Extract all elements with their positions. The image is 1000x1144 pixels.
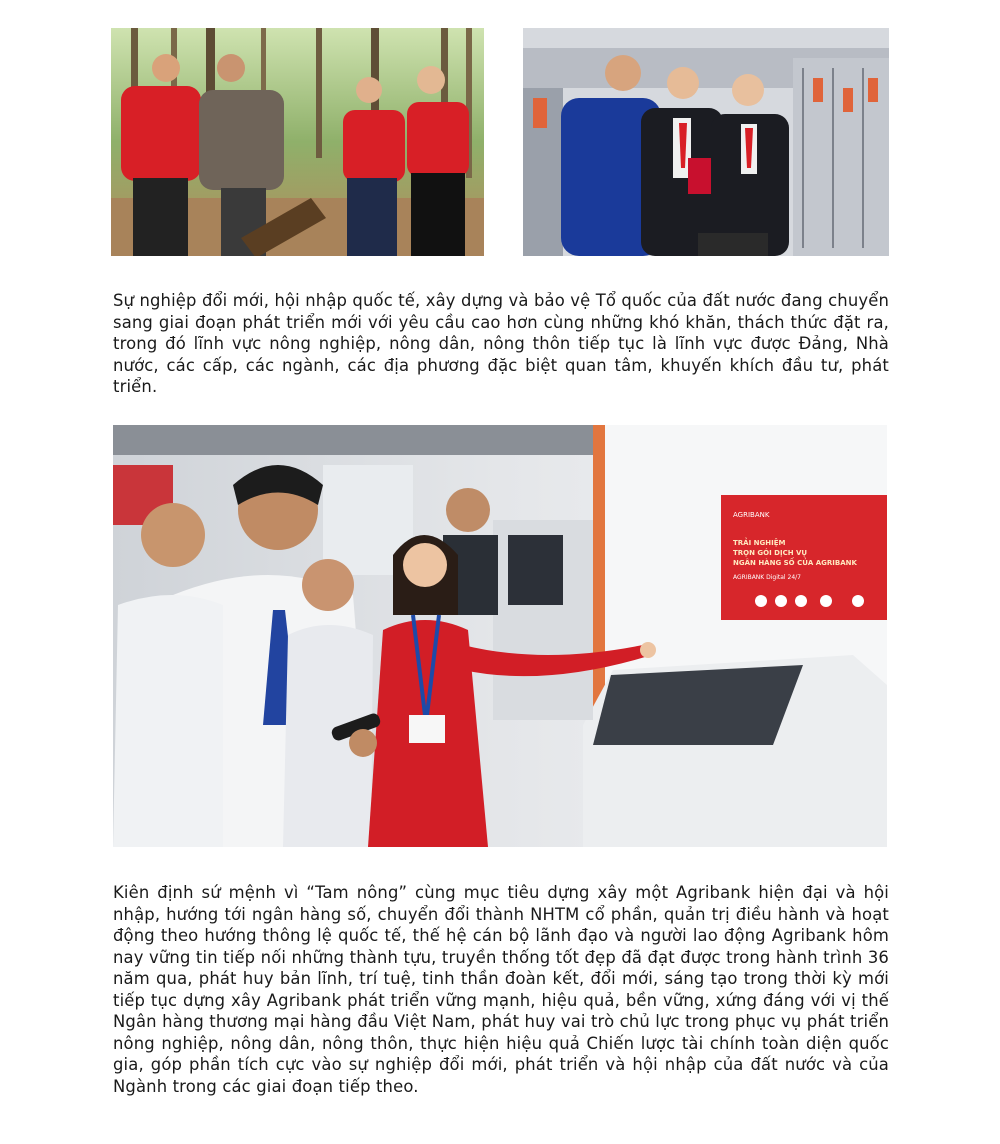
closing-paragraph: Kiên định sứ mệnh vì “Tam nông” cùng mục tiêu dựng xây một Agribank hiện đại và hội nhập, hướng tới ngân hàng số, chuyển đổi thành NHTM cổ phần, quản trị điều hành và hoạt động theo hướng thông lệ quốc tế, thế hệ cán bộ lãnh đạo và người lao động Agribank hôm nay vững tin tiếp nối những thành tựu, truyền thống tốt đẹp đã đạt được trong hành trình 36 năm qua, phát huy bản lĩnh, trí tuệ, tinh thần đoàn kết, đổi mới, sáng tạo trong thời kỳ mới tiếp tục dựng xây Agribank phát triển vững mạnh, hiệu quả, bền vững, xứng đáng với vị thế Ngân hàng thương mại hàng đầu Việt Nam, phát huy vai trò chủ lực trong phục vụ phát triển nông nghiệp, nông dân, nông thôn, thực hiện hiệu quả Chiến lược tài chính toàn diện quốc gia, góp phần tích cực vào sự nghiệp đổi mới, phát triển và hội nhập của đất nước và của Ngành trong các giai đoạn tiếp theo. bbox=[113, 883, 889, 1096]
photo-plantation-visit bbox=[111, 28, 484, 256]
kiosk-headline-3: NGÂN HÀNG SỐ CỦA AGRIBANK bbox=[733, 559, 857, 567]
kiosk-tagline: AGRIBANK Digital 24/7 bbox=[733, 574, 801, 581]
intro-paragraph: Sự nghiệp đổi mới, hội nhập quốc tế, xây dựng và bảo vệ Tổ quốc của đất nước đang chuyển sang giai đoạn phát triển mới với yêu cầu cao hơn cùng những khó khăn, thách thức đặt ra, trong đó lĩnh vực nông nghiệp, nông dân, nông thôn tiếp tục là lĩnh vực được Đảng, Nhà nước, các cấp, các ngành, các địa phương đặc biệt quan tâm, khuyến khích đầu tư, phát triển. bbox=[113, 291, 889, 396]
kiosk-brand: AGRIBANK bbox=[733, 511, 770, 519]
kiosk-headline-2: TRỌN GÓI DỊCH VỤ bbox=[733, 549, 808, 557]
photo-factory-visit bbox=[523, 28, 889, 256]
photo-kiosk-demo bbox=[113, 425, 887, 847]
kiosk-headline-1: TRẢI NGHIỆM bbox=[733, 539, 786, 547]
